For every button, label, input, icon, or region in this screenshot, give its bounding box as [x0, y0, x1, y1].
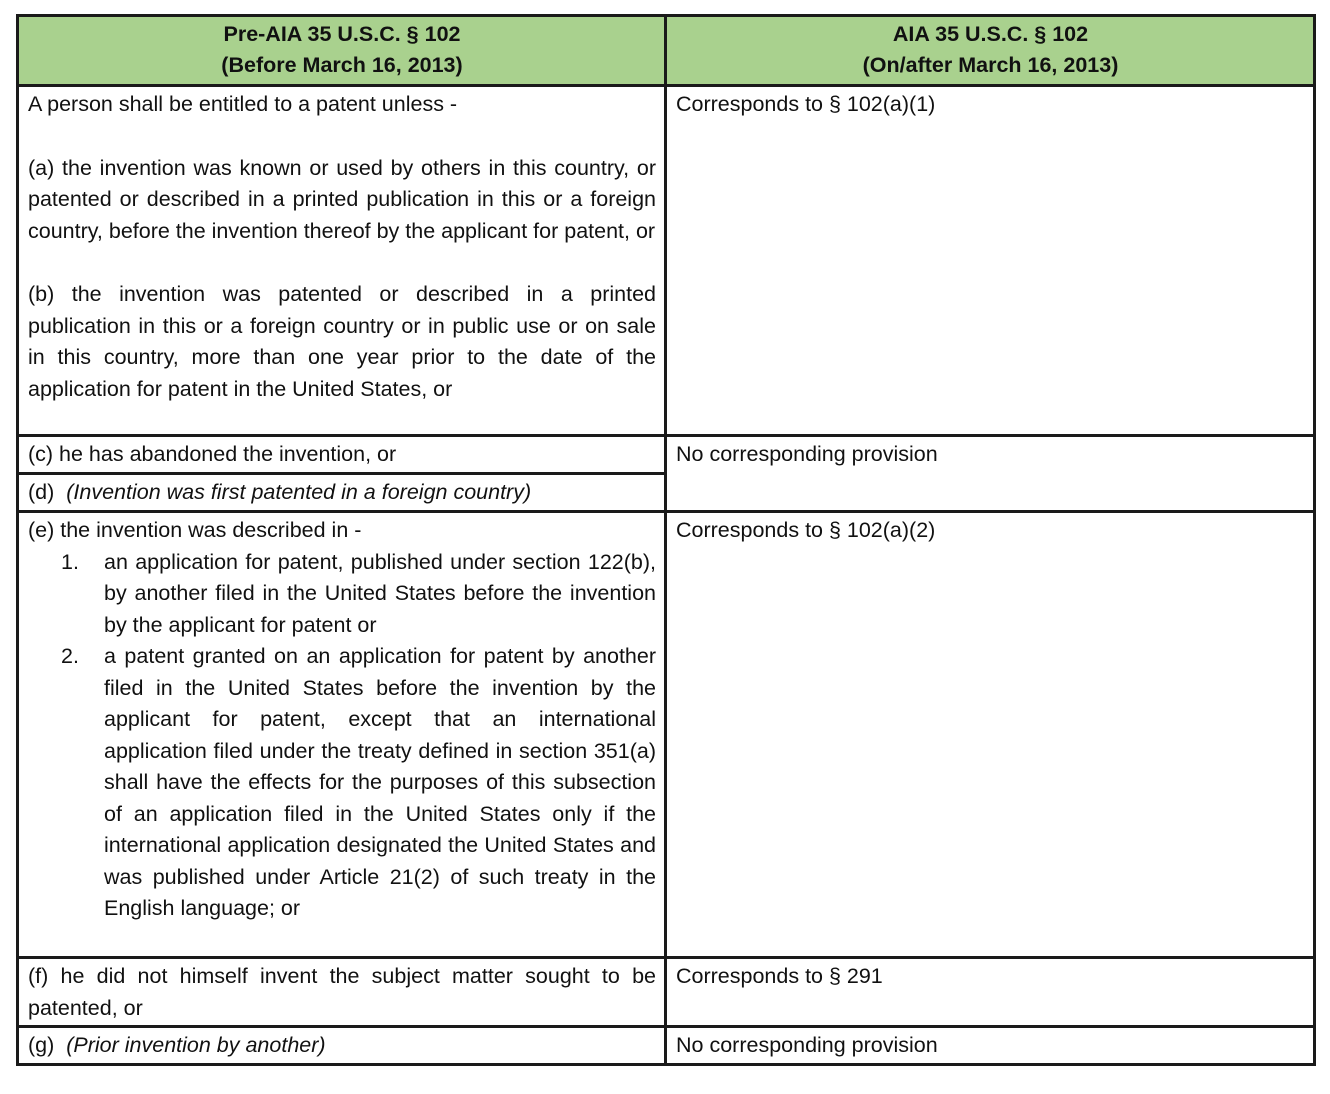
list-item: [61, 641, 656, 925]
provision-b: (b) the invention was patented or described in a printed publication in this or a foreign country or in public use or on sale in this country, more than one year prior to the date of the application for patent in the United States, or: [28, 282, 656, 401]
provision-g-label: (g): [28, 1033, 67, 1057]
cell-aia-ab: [666, 86, 1315, 436]
provision-e-list: [28, 547, 656, 925]
provision-g: [28, 1030, 656, 1062]
spacer: [28, 121, 656, 153]
cell-aia-e: [666, 512, 1315, 958]
cell-aia-g: [666, 1027, 1315, 1065]
provision-f: (f) he did not himself invent the subject matter sought to be patented, or: [28, 964, 656, 1020]
cell-aia-cd: [666, 436, 1315, 512]
intro-text: A person shall be entitled to a patent unless -: [28, 92, 458, 116]
correspondence-e: Corresponds to § 102(a)(2): [676, 518, 936, 542]
correspondence-cd: No corresponding provision: [676, 442, 938, 466]
header-pre-aia: [18, 16, 666, 86]
comparison-table-container: [16, 14, 1313, 1066]
cell-pre-aia-d: [18, 474, 666, 512]
correspondence-g: No corresponding provision: [676, 1033, 938, 1057]
provision-a: (a) the invention was known or used by others in this country, or patented or described in a printed publication in this or a foreign country, before the invention thereof by the applicant for patent, or: [28, 155, 656, 243]
provision-d: [28, 477, 656, 509]
list-item-number: 1.: [61, 549, 79, 574]
cell-pre-aia-f: [18, 958, 666, 1027]
table-row-e: [18, 512, 1315, 958]
header-aia-date: (On/after March 16, 2013): [862, 53, 1119, 77]
provision-d-label: (d): [28, 480, 67, 504]
provision-e-intro: (e) the invention was described in -: [28, 518, 362, 542]
cell-pre-aia-g: [18, 1027, 666, 1065]
provision-g-italic: (Prior invention by another): [66, 1033, 326, 1057]
table-row-ab: [18, 86, 1315, 436]
list-item: [61, 547, 656, 642]
comparison-table: [16, 14, 1316, 1066]
correspondence-f: Corresponds to § 291: [676, 964, 883, 988]
list-item-text: a patent granted on an application for patent by another filed in the United States before the invention by the applicant for patent, except that an international application filed under the treaty defined in section 351(a) shall have the effects for the purposes of this subsection of an application filed in the United States only if the international application designated the United States and was published under Article 21(2) of such treaty in the English language; or: [104, 644, 656, 920]
cell-pre-aia-e: [18, 512, 666, 958]
header-row: [18, 16, 1315, 86]
provision-c: (c) he has abandoned the invention, or: [28, 442, 397, 466]
header-aia-title: AIA 35 U.S.C. § 102: [892, 22, 1089, 46]
list-item-text: an application for patent, published under section 122(b), by another filed in the United States before the invention by the applicant for patent or: [104, 549, 656, 637]
header-pre-aia-date: (Before March 16, 2013): [221, 53, 463, 77]
list-item-number: 2.: [61, 644, 79, 668]
header-aia: [666, 16, 1315, 86]
cell-pre-aia-c: [18, 436, 666, 474]
correspondence-ab: Corresponds to § 102(a)(1): [676, 92, 936, 116]
spacer: [28, 247, 656, 279]
cell-aia-f: [666, 958, 1315, 1027]
table-row-f: [18, 958, 1315, 1027]
cell-pre-aia-ab: [18, 86, 666, 436]
header-pre-aia-title: Pre-AIA 35 U.S.C. § 102: [223, 22, 461, 46]
table-row-c: [18, 436, 1315, 474]
provision-d-italic: (Invention was first patented in a foreign country): [66, 480, 532, 504]
table-row-g: [18, 1027, 1315, 1065]
